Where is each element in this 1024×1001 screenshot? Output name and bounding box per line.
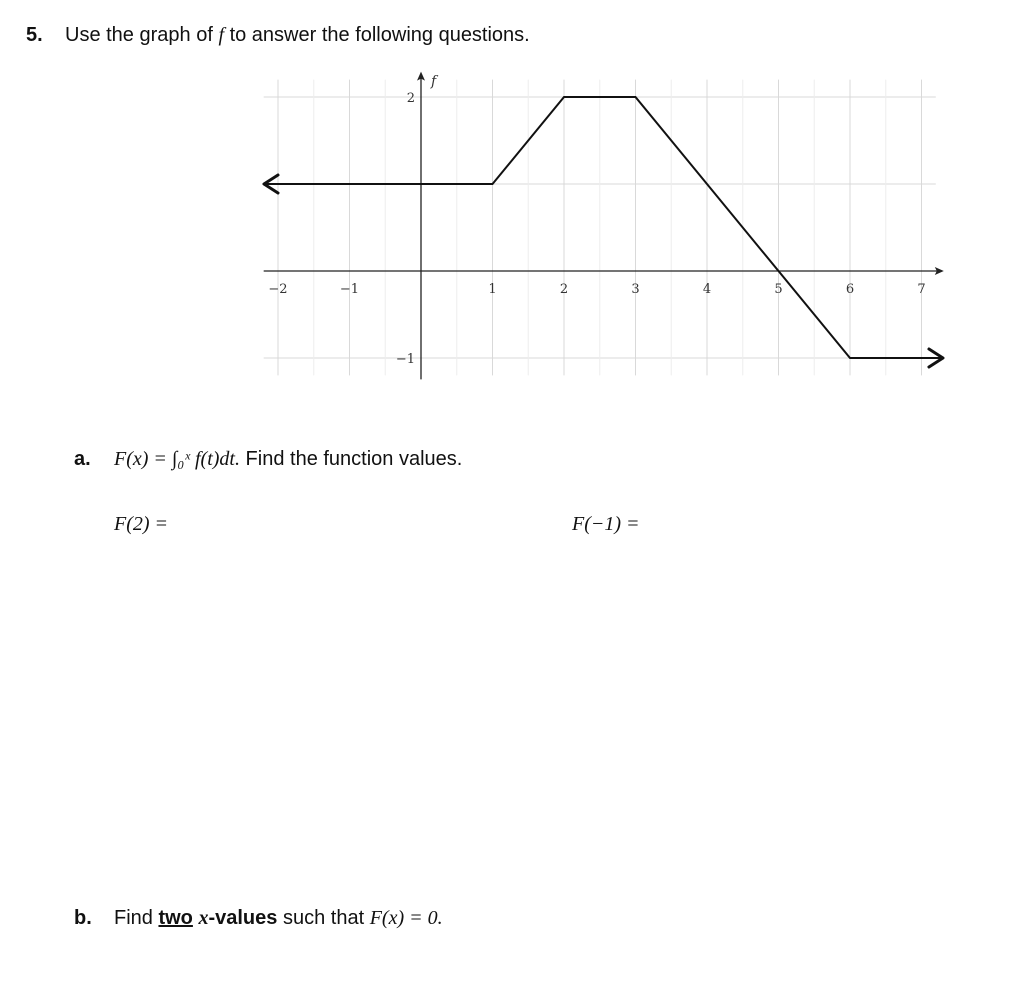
- function-graph: [0, 0, 1024, 400]
- y-tick-label: 2: [406, 91, 415, 106]
- part-a-item-f2: F(2) =: [114, 513, 169, 535]
- part-b-text-after: such that: [282, 907, 365, 929]
- x-tick-label: 5: [774, 282, 783, 297]
- part-b-statement: [114, 907, 443, 930]
- x-tick-label: 4: [702, 282, 712, 297]
- x-tick-label: 1: [488, 282, 497, 297]
- x-tick-label: 6: [845, 282, 855, 297]
- part-b-emph: two: [158, 907, 193, 929]
- x-tick-label: 7: [917, 282, 926, 297]
- x-tick-label: 3: [631, 282, 640, 297]
- part-a-label: a.: [74, 448, 91, 470]
- x-tick-label: 2: [559, 282, 569, 297]
- graph-curve: [264, 97, 943, 367]
- function-label: f: [431, 73, 437, 90]
- part-a-definition: F(x) = ∫₀ˣ f(t)dt.: [114, 448, 240, 470]
- graph-axes: [264, 72, 944, 380]
- part-b-equation: F(x) = 0.: [369, 907, 443, 929]
- part-a-statement: [114, 448, 462, 471]
- question-number: 5.: [26, 24, 43, 46]
- question-func-symbol: f: [218, 24, 224, 46]
- function-line: [278, 97, 943, 358]
- part-a-instruction: Find the function values.: [245, 448, 463, 470]
- part-b-label: b.: [74, 907, 92, 929]
- part-b-xvalues-text: -values: [208, 907, 278, 929]
- part-a-item-fminus1: F(−1) =: [572, 513, 640, 535]
- y-tick-label: −1: [395, 352, 415, 367]
- question-text-prefix: Use the graph of: [65, 24, 213, 46]
- graph-ticks: [268, 74, 925, 367]
- x-tick-label: −1: [339, 282, 360, 297]
- graph-grid: [264, 80, 936, 376]
- question-text-suffix: to answer the following questions.: [229, 24, 530, 46]
- x-tick-label: −2: [268, 282, 288, 297]
- part-b-xvar: x: [198, 907, 209, 929]
- part-b-text-before: Find: [114, 907, 153, 929]
